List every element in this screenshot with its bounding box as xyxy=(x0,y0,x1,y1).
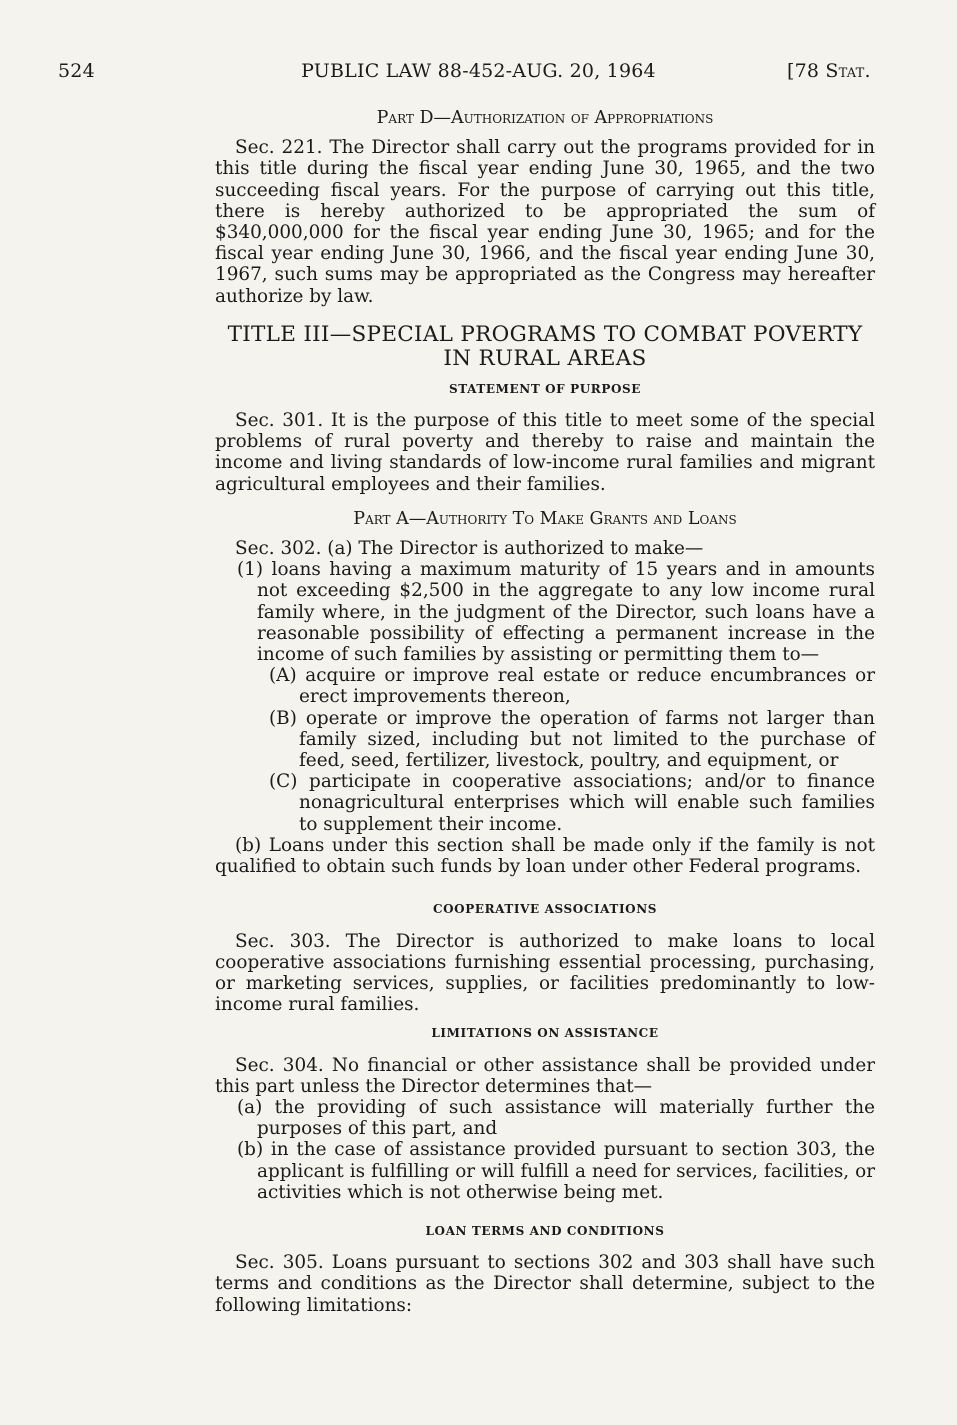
document-body xyxy=(215,104,875,1316)
cooperative-associations-heading: COOPERATIVE ASSOCIATIONS xyxy=(432,902,658,917)
statement-of-purpose-heading: STATEMENT OF PURPOSE xyxy=(448,381,642,396)
section-302-b: (b) Loans under this section shall be made only if the family is not qualified to obtain such funds by loan under other Federal programs. xyxy=(215,834,875,878)
section-303: Sec. 303. The Director is authorized to make loans to local cooperative associations furnishing essential processing, purchasing, or marketing services, supplies, or facilities predominantly to low-income rural families. xyxy=(215,930,875,1016)
title-iii-heading: TITLE III—SPECIAL PROGRAMS TO COMBAT POVERTY IN RURAL AREAS xyxy=(227,321,863,371)
section-302-item-b: (B) operate or improve the operation of farms not larger than family sized, including but not limited to the purchase of feed, seed, fertilizer, livestock, poultry, and equipment, or xyxy=(269,707,875,772)
section-221: Sec. 221. The Director shall carry out the programs provided for in this title during the fiscal year ending June 30, 1965, and the two succeeding fiscal years. For the purpose of carrying out this title, there is hereby authorized to be appropriated the sum of $340,000,000 for the fiscal year ending June 30, 1965; and for the fiscal year ending June 30, 1966, and the fiscal year ending June 30, 1967, such sums may be appropriated as the Congress may hereafter authorize by law. xyxy=(215,137,875,307)
part-d-heading: Part D—Authorization of Appropriations xyxy=(376,108,714,128)
section-302-item-a: (A) acquire or improve real estate or reduce encumbrances or erect improvements thereon, xyxy=(269,665,875,708)
section-304-item-b: (b) in the case of assistance provided pursuant to section 303, the applicant is fulfilling or will fulfill a need for services, facilities, or activities which is not otherwise being met. xyxy=(237,1139,875,1203)
running-header-title: PUBLIC LAW 88-452-AUG. 20, 1964 xyxy=(301,60,656,82)
section-304-item-a: (a) the providing of such assistance will materially further the purposes of this part, and xyxy=(237,1096,875,1140)
section-302-item-c: (C) participate in cooperative associations; and/or to finance nonagricultural enterprises which will enable such families to supplement their income. xyxy=(269,771,875,835)
part-a-heading: Part A—Authority To Make Grants and Loans xyxy=(353,508,737,529)
limitations-heading: LIMITATIONS ON ASSISTANCE xyxy=(431,1026,659,1041)
section-302-item-1: (1) loans having a maximum maturity of 15 years and in amounts not exceeding $2,500 in the aggregate to any low income rural family where, in the judgment of the Director, such loans have a reasonable possibility of effecting a permanent increase in the income of such families by assisting or permitting them to— xyxy=(237,559,875,666)
page-number: 524 xyxy=(58,60,95,82)
section-304: Sec. 304. No financial or other assistance shall be provided under this part unless the Director determines that— xyxy=(215,1054,875,1097)
loan-terms-heading: LOAN TERMS AND CONDITIONS xyxy=(425,1223,665,1238)
statute-reference: [78 Stat. xyxy=(787,60,871,82)
section-302-intro: Sec. 302. (a) The Director is authorized to make— xyxy=(235,538,704,560)
section-301: Sec. 301. It is the purpose of this title to meet some of the special problems of rural poverty and thereby to raise and maintain the income and living standards of low-income rural families and migrant agricultural employees and their families. xyxy=(215,410,875,495)
section-305: Sec. 305. Loans pursuant to sections 302 and 303 shall have such terms and conditions as the Director shall determine, subject to the following limitations: xyxy=(215,1252,875,1316)
